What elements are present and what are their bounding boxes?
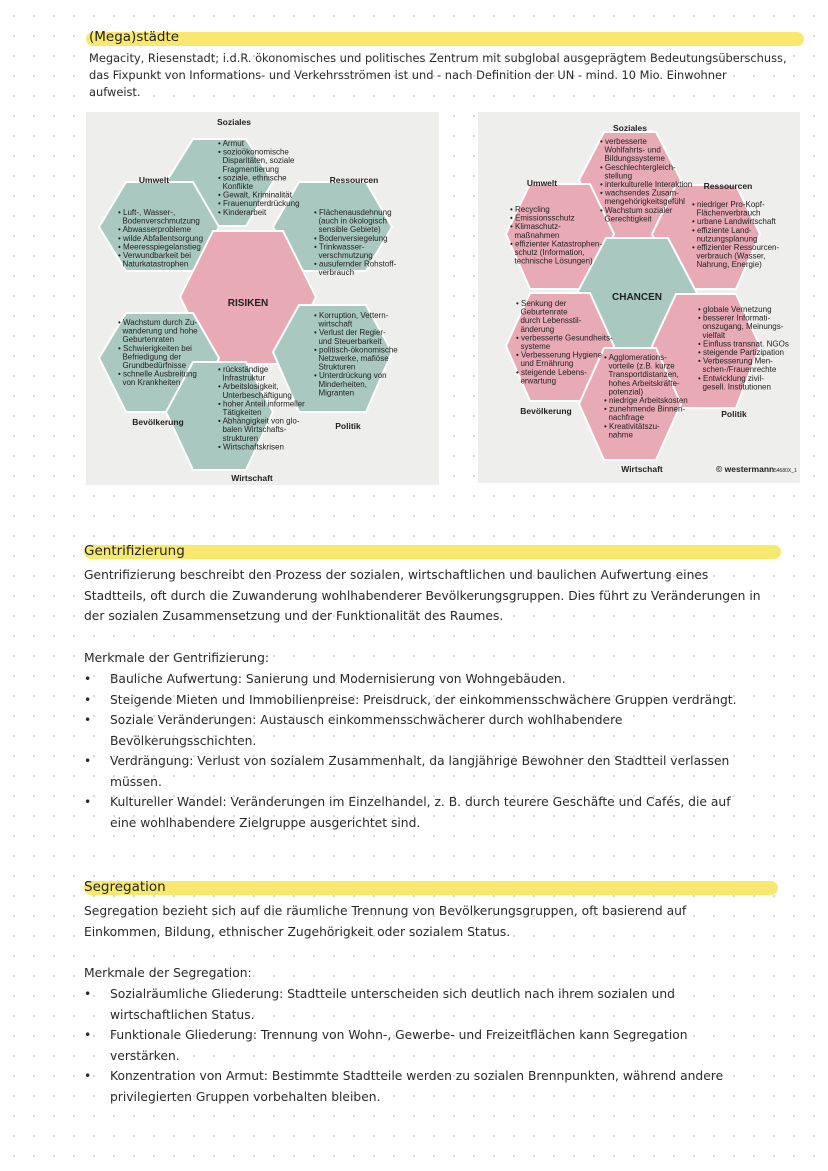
list-item <box>84 669 814 690</box>
chances-label-umwelt: Umwelt <box>526 178 558 188</box>
hex-cell-line: • politisch-ökonomische <box>314 345 398 355</box>
hex-cell-line: • Wirtschaftskrisen <box>218 442 284 452</box>
hex-cell-line: • Unterdrückung von <box>314 371 387 381</box>
hex-cell-line: durch Lebensstil- <box>516 316 582 326</box>
text-line: Gentrifizierung beschreibt den Prozess der sozialen, wirtschaftlichen und baulichen Aufwertung eines <box>84 568 709 582</box>
risks-hexagon-figure <box>86 112 439 485</box>
risks-hexagon-diagram <box>86 112 439 485</box>
hex-cell-line: • steigende Partizipation <box>698 348 784 357</box>
hex-cell-line: • Meeresspiegelanstieg <box>118 242 201 252</box>
hex-cell-line: • Verbesserung Hygiene <box>516 350 602 360</box>
hex-cell-line: • verbesserte <box>600 137 647 146</box>
hex-cell-line: • effizienter Ressourcen- <box>692 243 780 252</box>
hex-cell-line: verbrauch <box>314 268 355 278</box>
hex-cell-line: • Abhängigkeit von glo- <box>218 416 300 426</box>
hex-cell-line: • Frauenunterdrückung <box>218 199 300 209</box>
hex-cell-line: Naturkatastrophen <box>118 259 189 269</box>
list-item <box>84 1066 814 1107</box>
hex-cell-line: nutzungsplanung <box>692 234 758 244</box>
text-line: • Verdrängung: Verlust von sozialem Zusammenhalt, da langjährige Bewohner den Stadtteil verlassen <box>110 754 730 768</box>
hex-cell-line: • Verwundbarkeit bei <box>118 251 192 260</box>
hex-cell-line: Disparitäten, soziale <box>218 156 295 166</box>
hex-cell-line: • urbane Landwirtschaft <box>692 217 776 227</box>
hex-cell-line: • Wachstum sozialer <box>600 205 673 215</box>
hex-cell-line: Unterbeschäftigung <box>218 390 292 400</box>
text-line: eine wohlhabendere Zielgruppe ausgerichtet sind. <box>110 815 421 830</box>
risks-cell-upper-right-text <box>314 208 397 277</box>
segregation-feature-list <box>84 984 814 1107</box>
list-item <box>84 690 814 711</box>
hex-cell-line: verbrauch (Wasser, <box>692 251 766 261</box>
hex-cell-line: Minderheiten, <box>314 379 367 389</box>
hex-cell-line: • effiziente Land- <box>692 225 752 235</box>
hex-cell-line: sensible Gebiete) <box>314 225 381 235</box>
hex-cell-line: Geburtenraten <box>118 335 175 345</box>
risks-cell-lower-left-text <box>118 318 198 387</box>
text-line: Einkommen, Bildung, ethnischer Zugehörigkeit oder sozialem Status. <box>84 924 511 939</box>
hex-cell-line: • Senkung der <box>516 299 567 308</box>
hex-cell-line: • Verbesserung Men- <box>698 356 773 366</box>
hex-cell-line: erwartung <box>516 376 557 386</box>
hex-cell-line: vielfalt <box>698 330 726 340</box>
risks-label-ressourcen: Ressourcen <box>329 175 379 185</box>
risks-label-bevoelkerung: Bevölkerung <box>132 417 184 427</box>
segregation-features-title: Merkmale der Segregation: <box>84 966 252 980</box>
text-line: • Kultureller Wandel: Veränderungen im Einzelhandel, z. B. durch teurere Geschäfte und Cafés, die auf <box>110 795 731 809</box>
text-line: Megacity, Riesenstadt; i.d.R. ökonomisches und politisches Zentrum mit subglobal ausgeprägtem Bedeutungsüberschuss, <box>89 51 787 65</box>
chances-center-title: CHANCEN <box>612 292 662 303</box>
hex-cell-line: • Geschlechtergleich- <box>600 162 676 172</box>
list-item <box>84 1025 814 1066</box>
hex-cell-line: • effizienter Katastrophen- <box>510 239 603 249</box>
text-line: • Soziale Veränderungen: Austausch einkommensschwächerer durch wohlhabendere <box>110 713 623 727</box>
hex-cell-line: • Recycling <box>510 205 550 214</box>
figure-code: 54680X_1 <box>774 468 797 474</box>
hex-cell-line: Nahrung, Energie) <box>692 260 762 270</box>
hex-cell-line: Geburtenrate <box>516 307 568 317</box>
risks-label-soziales: Soziales <box>216 117 252 127</box>
section-heading-segregation: Segregation <box>84 879 166 895</box>
hex-cell-line: • zunehmende Binnen- <box>604 404 686 414</box>
hex-cell-line: onszugang, Meinungs- <box>698 322 784 332</box>
hex-cell-line: strukturen <box>218 433 259 443</box>
hex-cell-line: • Emissionsschutz <box>510 213 575 223</box>
hex-cell-line: • schnelle Ausbreitung <box>118 369 197 379</box>
hex-cell-line: Grundbedürfnisse <box>118 361 187 370</box>
hex-cell-line: Transportdistanzen, <box>604 370 679 380</box>
text-line: • Bauliche Aufwertung: Sanierung und Modernisierung von Wohngebäuden. <box>110 672 566 686</box>
hex-cell-line: maßnahmen <box>510 230 560 240</box>
hex-cell-line: Netzwerke, mafiöse <box>314 354 389 363</box>
hex-cell-line: wanderung und hohe <box>118 326 198 336</box>
hex-cell-line: • Flächenausdehnung <box>314 208 392 217</box>
hex-cell-line: und Ernährung <box>516 359 574 369</box>
hex-cell-line: schen-/Frauenrechte <box>698 365 777 375</box>
chances-label-soziales: Soziales <box>612 123 648 133</box>
chances-cell-lower-right-text <box>698 305 789 391</box>
hex-cell-line: • Wachstum durch Zu- <box>118 318 197 327</box>
hex-cell-line: • Schwierigkeiten bei <box>118 343 192 353</box>
hex-cell-line: Befriedigung der <box>118 352 182 362</box>
hex-cell-line: • verbesserte Gesundheits- <box>516 333 613 343</box>
hex-cell-line: technische Lösungen) <box>510 256 593 266</box>
risks-cell-upper-left-text <box>118 208 203 269</box>
hex-cell-line: schutz (Information, <box>510 248 585 257</box>
hex-cell-line: Infrastruktur <box>218 373 266 383</box>
hex-cell-line: • Kreativitätszu- <box>604 421 660 431</box>
chances-label-politik: Politik <box>721 409 747 419</box>
hex-cell-line: änderung <box>516 324 555 334</box>
chances-label-wirtschaft: Wirtschaft <box>621 464 663 474</box>
segregation-intro <box>84 901 814 942</box>
hex-cell-line: • wilde Abfallentsorgung <box>118 233 204 243</box>
hex-cell-line: • ausufernder Rohstoff- <box>314 259 397 269</box>
hex-cell-line: • globale Vernetzung <box>698 305 772 314</box>
text-line: • Konzentration von Armut: Bestimmte Stadtteile werden zu sozialen Brennpunkten, während andere <box>110 1069 724 1083</box>
hex-cell-line: Strukturen <box>314 362 356 372</box>
hex-cell-line: • Arbeitslosigkeit, <box>218 382 279 392</box>
copyright-label: © westermann <box>716 464 775 474</box>
hex-cell-line: • Agglomerations- <box>604 353 667 362</box>
section-heading-gentrification: Gentrifizierung <box>84 543 185 559</box>
text-line: der sozialen Zusammensetzung und der Funktionalität des Raumes. <box>84 609 504 623</box>
hex-cell-line: Konflikte <box>218 182 254 191</box>
hex-cell-line: stellung <box>600 171 633 181</box>
chances-hexagon-diagram <box>478 112 800 483</box>
hex-cell-line: nachfrage <box>604 413 645 423</box>
hex-cell-line: • besserer Informati- <box>698 313 771 323</box>
hex-cell-line: wirtschaft <box>314 319 353 329</box>
hex-cell-line: • steigende Lebens- <box>516 367 587 377</box>
hex-cell-line: • Entwicklung zivil- <box>698 373 764 383</box>
text-line: • Funktionale Gliederung: Trennung von Wohn-, Gewerbe- und Freizeitflächen kann Segregation <box>110 1028 688 1042</box>
hex-cell-line: mengehörigkeitsgefühl <box>600 197 685 207</box>
hex-cell-line: • Abwasserprobleme <box>118 225 192 235</box>
text-line: das Fixpunkt von Informations- und Verkehrsströmen ist und - nach Definition der UN - mind. 10 Mio. Einwohner <box>89 68 727 82</box>
hex-cell-line: • Gewalt, Kriminalität <box>218 190 292 200</box>
hex-cell-line: (auch in ökologisch <box>314 216 387 226</box>
risks-label-umwelt: Umwelt <box>138 175 170 185</box>
text-line: verstärken. <box>110 1048 180 1063</box>
hex-cell-line: • Trinkwasser- <box>314 242 365 252</box>
list-item <box>84 751 814 792</box>
text-line: müssen. <box>110 774 162 789</box>
hex-cell-line: • soziale, ethnische <box>218 173 287 183</box>
list-item <box>84 792 814 833</box>
heading-highlight <box>86 32 804 46</box>
hex-cell-line: nahme <box>604 430 633 440</box>
hex-cell-line: • wachsendes Zusam- <box>600 188 679 198</box>
text-line: aufweist. <box>89 85 141 99</box>
hex-cell-line: Bodenverschmutzung <box>118 216 200 226</box>
chances-hexagon-figure <box>478 112 800 483</box>
heading-highlight <box>84 881 778 895</box>
hex-cell-line: hohes Arbeitskräfte- <box>604 378 680 388</box>
hex-cell-line: • Luft-, Wasser-, <box>118 208 176 217</box>
section-heading-megacities: (Mega)städte <box>89 29 180 45</box>
gentrification-intro <box>84 565 814 627</box>
gentrification-feature-list <box>84 669 814 833</box>
hex-cell-line: • Kinderarbeit <box>218 207 267 217</box>
text-line: Segregation bezieht sich auf die räumliche Trennung von Bevölkerungsgruppen, oft basierend auf <box>84 904 687 918</box>
hex-cell-line: potenzial) <box>604 387 644 397</box>
text-line: • Sozialräumliche Gliederung: Stadtteile unterscheiden sich deutlich nach ihrem sozialen und <box>110 987 675 1001</box>
hex-cell-line: • Verlust der Regier- <box>314 328 386 338</box>
hex-cell-line: systeme <box>516 342 551 351</box>
list-item <box>84 984 814 1025</box>
hex-cell-line: Migranten <box>314 388 355 398</box>
hex-cell-line: • Einfluss transnat. NGOs <box>698 339 789 349</box>
hex-cell-line: • Korruption, Vettern- <box>314 311 389 320</box>
chances-cell-upper-right-text <box>692 200 779 269</box>
chances-label-ressourcen: Ressourcen <box>703 181 753 191</box>
hex-cell-line: Tätigkeiten <box>218 408 262 417</box>
hex-cell-line: von Krankheiten <box>118 378 181 388</box>
hex-cell-line: • niedrige Arbeitskosten <box>604 396 688 405</box>
heading-highlight <box>84 545 781 559</box>
risks-cell-top-text <box>218 139 300 217</box>
text-line: wirtschaftlichen Status. <box>110 1007 255 1022</box>
hex-cell-line: • niedriger Pro-Kopf- <box>692 200 765 209</box>
text-line: Bevölkerungsschichten. <box>110 733 257 748</box>
gentrification-features-title: Merkmale der Gentrifizierung: <box>84 651 270 665</box>
megacity-definition <box>89 50 809 101</box>
hex-cell-line: • Bodenversiegelung <box>314 233 388 243</box>
risks-label-wirtschaft: Wirtschaft <box>231 473 273 483</box>
hex-cell-line: verschmutzung <box>314 251 373 260</box>
hex-cell-line: Fragmentierung <box>218 164 279 174</box>
hex-cell-line: Bildungssysteme <box>600 154 665 164</box>
chances-label-bevoelkerung: Bevölkerung <box>520 406 572 416</box>
text-line: • Steigende Mieten und Immobilienpreise: Preisdruck, der einkommensschwächere Gruppen verdrängt. <box>110 692 737 707</box>
hex-cell-line: • sozioökonomische <box>218 147 289 157</box>
hex-cell-line: • interkulturelle Interaktion <box>600 180 693 189</box>
hex-cell-line: und Steuerbarkeit <box>314 336 382 346</box>
hex-cell-line: • Armut <box>218 139 244 148</box>
hex-cell-line: • rückständige <box>218 365 269 374</box>
hex-cell-line: Flächenverbrauch <box>692 208 761 218</box>
hex-cell-line: Gerechtigkeit <box>600 214 652 224</box>
hex-cell-line: Wohlfahrts- und <box>600 145 661 155</box>
hex-cell-line: gesell. Institutionen <box>698 382 771 392</box>
text-line: Stadtteils, oft durch die Zuwanderung wohlhabenderer Bevölkerungsgruppen. Dies führt zu Veränderungen in <box>84 588 761 603</box>
risks-center-title: RISIKEN <box>227 298 269 309</box>
list-item <box>84 710 814 751</box>
risks-label-politik: Politik <box>335 421 361 431</box>
hex-cell-line: • hoher Anteil informeller <box>218 399 305 409</box>
hex-cell-line: vorteile (z.B. kurze <box>604 361 675 371</box>
text-line: privilegierten Gruppen vorbehalten bleiben. <box>110 1089 381 1104</box>
hex-cell-line: • Klimaschutz- <box>510 222 561 232</box>
hex-cell-line: balen Wirtschafts- <box>218 425 287 435</box>
